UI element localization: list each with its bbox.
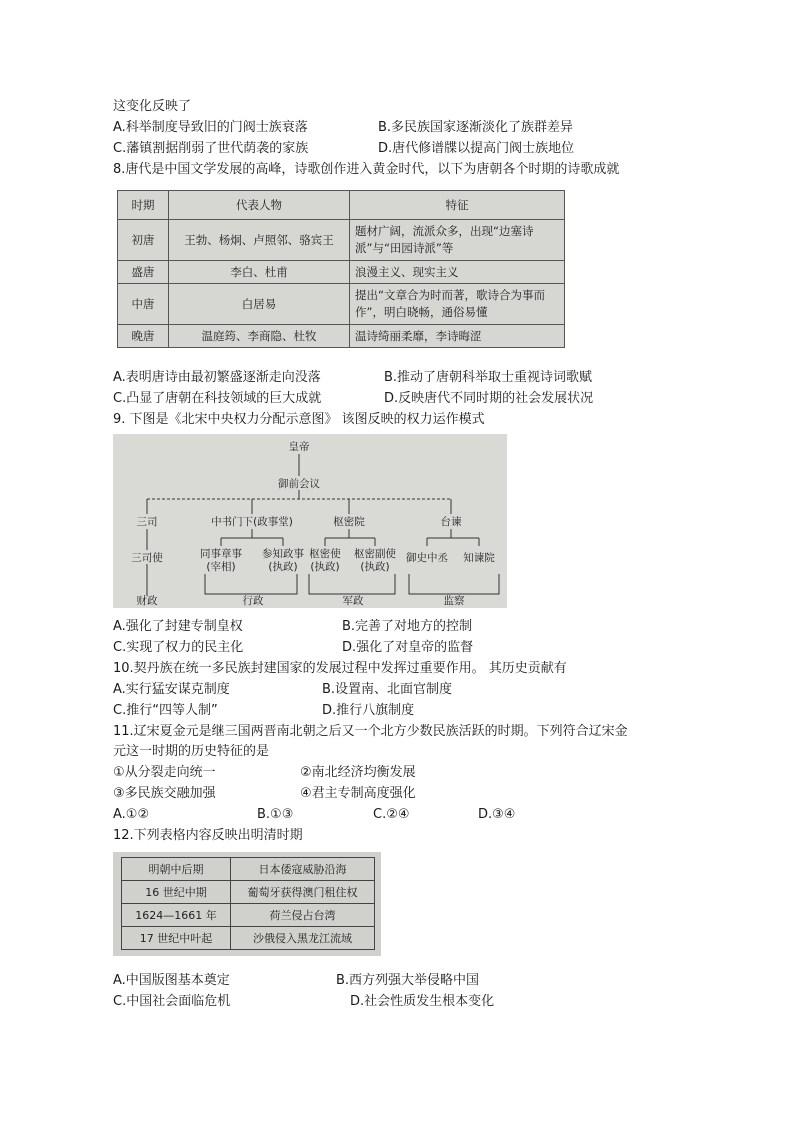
q12-option-d: D.社会性质发生根本变化 xyxy=(350,994,495,1009)
taijian-label: 台谏 xyxy=(440,516,462,528)
q11-stem-line1: 11.辽宋夏金元是继三国两晋南北朝之后又一个北方少数民族活跃的时期。下列符合辽宋金 xyxy=(113,724,628,739)
table-header: 时期 xyxy=(118,191,169,220)
event-cell: 葡萄牙获得澳门租住权 xyxy=(231,881,375,904)
period-cell: 初唐 xyxy=(118,220,169,261)
feature-cell: 提出“文章合为时而著，歌诗合为事而作”，明白晓畅，通俗易懂 xyxy=(350,284,565,325)
feature-cell: 温诗绮丽柔靡，李诗晦涩 xyxy=(350,325,565,348)
q11-option-b: B.①③ xyxy=(257,807,294,822)
q8-option-d: D.反映唐代不同时期的社会发展状况 xyxy=(384,391,594,406)
table-row xyxy=(118,261,565,284)
q11-item-4: ④君主专制高度强化 xyxy=(300,786,416,801)
table-header-row xyxy=(118,191,565,220)
q8-option-a: A.表明唐诗由最初繁盛逐渐走向没落 xyxy=(113,370,321,385)
q11-option-d: D.③④ xyxy=(478,807,516,822)
jiancha-label: 监察 xyxy=(443,595,465,607)
zhongshu-label: 中书门下(政事堂) xyxy=(211,516,293,528)
q10-option-d: D.推行八旗制度 xyxy=(322,703,415,718)
q12-option-b: B.西方列强大举侵略中国 xyxy=(336,973,480,988)
table-row xyxy=(122,858,375,881)
q11-item-2: ②南北经济均衡发展 xyxy=(300,765,416,780)
q8-stem: 8.唐代是中国文学发展的高峰，诗歌创作进入黄金时代，以下为唐朝各个时期的诗歌成就 xyxy=(113,162,620,177)
period-cell: 中唐 xyxy=(118,284,169,325)
people-cell: 李白、杜甫 xyxy=(169,261,350,284)
table-row xyxy=(122,881,375,904)
event-cell: 荷兰侵占台湾 xyxy=(231,904,375,927)
feature-cell: 题材广阔，流派众多，出现“边塞诗派”与“田园诗派”等 xyxy=(350,220,565,261)
q11-item-1: ①从分裂走向统一 xyxy=(113,765,216,780)
caizheng-label: 财政 xyxy=(136,595,158,607)
table-header: 代表人物 xyxy=(169,191,350,220)
tongzhang-label: 同事章事 xyxy=(200,548,242,560)
event-cell: 日本倭寇威胁沿海 xyxy=(231,858,375,881)
shumishi-label: 枢密使 xyxy=(309,548,341,560)
q7-stem-tail: 这变化反映了 xyxy=(113,99,192,114)
q10-stem: 10.契丹族在统一多民族封建国家的发展过程中发挥过重要作用。 其历史贡献有 xyxy=(113,661,567,676)
time-cell: 16 世纪中期 xyxy=(122,881,231,904)
table-row xyxy=(118,284,565,325)
shumishi-sub-label: (执政) xyxy=(310,561,340,573)
q7-option-a: A.科举制度导致旧的门阀士族衰落 xyxy=(113,120,308,135)
time-cell: 17 世纪中叶起 xyxy=(122,927,231,950)
q12-stem: 12.下列表格内容反映出明清时期 xyxy=(113,828,303,843)
period-cell: 盛唐 xyxy=(118,261,169,284)
zhijian-label: 知谏院 xyxy=(463,552,495,564)
q9-option-d: D.强化了对皇帝的监督 xyxy=(342,640,474,655)
table-row xyxy=(122,927,375,950)
xingzheng-label: 行政 xyxy=(242,595,264,607)
table-row xyxy=(118,220,565,261)
table-row xyxy=(118,325,565,348)
q9-option-a: A.强化了封建专制皇权 xyxy=(113,619,243,634)
yushi-label: 御史中丞 xyxy=(406,552,448,564)
emperor-label: 皇帝 xyxy=(288,441,310,453)
power-diagram xyxy=(113,434,507,608)
sansishi-label: 三司使 xyxy=(131,552,163,564)
canzhi-label: 参知政事 xyxy=(262,548,304,560)
table-row xyxy=(122,904,375,927)
q11-option-a: A.①② xyxy=(113,807,150,822)
q10-option-b: B.设置南、北面官制度 xyxy=(322,682,453,697)
canzhi-sub-label: (执政) xyxy=(268,561,298,573)
q7-option-d: D.唐代修谱牒以提高门阀士族地位 xyxy=(378,141,575,156)
event-cell: 沙俄侵入黑龙江流域 xyxy=(231,927,375,950)
q9-stem: 9. 下图是《北宋中央权力分配示意图》 该图反映的权力运作模式 xyxy=(113,412,485,427)
people-cell: 王勃、杨炯、卢照邻、骆宾王 xyxy=(169,220,350,261)
q11-item-3: ③多民族交融加强 xyxy=(113,786,216,801)
council-label: 御前会议 xyxy=(278,478,320,490)
shumiyuan-label: 枢密院 xyxy=(333,516,365,528)
q12-option-a: A.中国版图基本奠定 xyxy=(113,973,230,988)
q8-option-c: C.凸显了唐朝在科技领域的巨大成就 xyxy=(113,391,322,406)
tongzhang-sub-label: (宰相) xyxy=(206,561,236,573)
q8-option-b: B.推动了唐朝科举取士重视诗词歌赋 xyxy=(384,370,593,385)
q7-option-b: B.多民族国家逐渐淡化了族群差异 xyxy=(378,120,574,135)
people-cell: 白居易 xyxy=(169,284,350,325)
poetry-table xyxy=(117,190,565,348)
q7-option-c: C.藩镇割据削弱了世代荫袭的家族 xyxy=(113,141,309,156)
q9-option-b: B.完善了对地方的控制 xyxy=(342,619,473,634)
table-header: 特征 xyxy=(350,191,565,220)
ming-qing-table-photo xyxy=(113,852,381,956)
ming-qing-table xyxy=(121,857,375,950)
feature-cell: 浪漫主义、现实主义 xyxy=(350,261,565,284)
shumifu-label: 枢密副使 xyxy=(354,548,396,560)
time-cell: 明朝中后期 xyxy=(122,858,231,881)
q11-option-c: C.②④ xyxy=(373,807,410,822)
people-cell: 温庭筠、李商隐、杜牧 xyxy=(169,325,350,348)
junzheng-label: 军政 xyxy=(342,595,364,607)
shumifu-sub-label: (执政) xyxy=(360,561,390,573)
q12-option-c: C.中国社会面临危机 xyxy=(113,994,231,1009)
q9-option-c: C.实现了权力的民主化 xyxy=(113,640,244,655)
time-cell: 1624—1661 年 xyxy=(122,904,231,927)
q10-option-a: A.实行猛安谋克制度 xyxy=(113,682,230,697)
q11-stem-line2: 元这一时期的历史特征的是 xyxy=(113,744,270,759)
sansi-label: 三司 xyxy=(136,516,158,528)
period-cell: 晚唐 xyxy=(118,325,169,348)
q10-option-c: C.推行“四等人制” xyxy=(113,703,218,718)
